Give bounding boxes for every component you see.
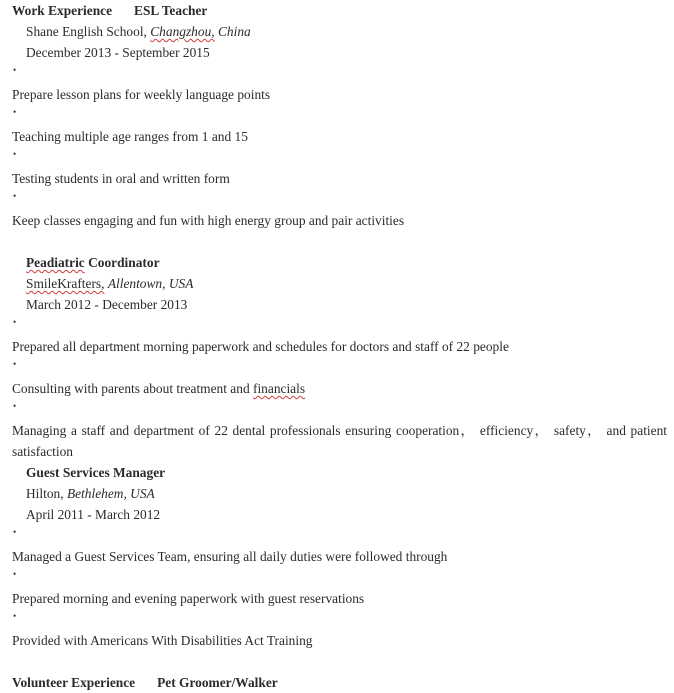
employer-name: Shane English School, — [26, 24, 147, 39]
job-location: Bethlehem, USA — [66, 486, 155, 501]
duty-item: Teaching multiple age ranges from 1 and 15 — [12, 129, 248, 144]
location-city: Changzhou, — [150, 24, 215, 39]
employer-line — [12, 21, 672, 42]
employer-name: SmileKrafters, — [26, 276, 105, 291]
bullet-icon: • — [13, 569, 17, 579]
duty-item: Managed a Guest Services Team, ensuring all daily duties were followed through — [12, 549, 448, 564]
section-spacer — [12, 651, 672, 672]
duty-text-flagged: financials — [253, 381, 306, 396]
bullet-icon: • — [13, 527, 17, 537]
bullet-icon: • — [13, 149, 17, 159]
job-title-part: Coordinator — [88, 255, 160, 270]
job-dates: April 2011 - March 2012 — [26, 507, 161, 522]
duty-item: Prepare lesson plans for weekly language points — [12, 87, 271, 102]
duty-item: Prepared morning and evening paperwork with guest reservations — [12, 591, 365, 606]
bullet-icon: • — [13, 401, 17, 411]
job-dates: December 2013 - September 2015 — [26, 45, 210, 60]
job-title-guest-services: Guest Services Manager — [26, 465, 166, 480]
job-title-esl-teacher: ESL Teacher — [134, 3, 208, 18]
duty-item: Testing students in oral and written form — [12, 171, 230, 186]
duty-item — [12, 378, 672, 399]
bullet-icon: • — [13, 107, 17, 117]
duty-item: Keep classes engaging and fun with high energy group and pair activities — [12, 213, 405, 228]
duty-text: Consulting with parents about treatment and — [12, 381, 250, 396]
job-title-line — [12, 252, 672, 273]
employer-line — [12, 483, 672, 504]
section-spacer — [12, 231, 672, 252]
job-dates: March 2012 - December 2013 — [26, 297, 188, 312]
bullet-icon: • — [13, 359, 17, 369]
employer-line — [12, 273, 672, 294]
resume-document — [12, 0, 672, 693]
bullet-icon: • — [13, 65, 17, 75]
volunteer-experience-label: Volunteer Experience — [12, 675, 136, 690]
work-heading-line — [12, 0, 672, 21]
location-country: China — [217, 24, 251, 39]
duty-item: Provided with Americans With Disabilities Act Training — [12, 633, 313, 648]
volunteer-title: Pet Groomer/Walker — [157, 675, 278, 690]
bullet-icon: • — [13, 191, 17, 201]
job-location: Allentown, USA — [107, 276, 194, 291]
duty-item: Managing a staff and department of 22 dental professionals ensuring cooperation， efficiency， safety， and patient satisfaction — [12, 423, 667, 459]
work-experience-label: Work Experience — [12, 3, 113, 18]
employer-name: Hilton, — [26, 486, 64, 501]
job-title-part: Peadiatric — [26, 255, 85, 270]
duty-item: Prepared all department morning paperwork and schedules for doctors and staff of 22 people — [12, 339, 509, 354]
bullet-icon: • — [13, 611, 17, 621]
volunteer-heading-line — [12, 672, 672, 693]
bullet-icon: • — [13, 317, 17, 327]
